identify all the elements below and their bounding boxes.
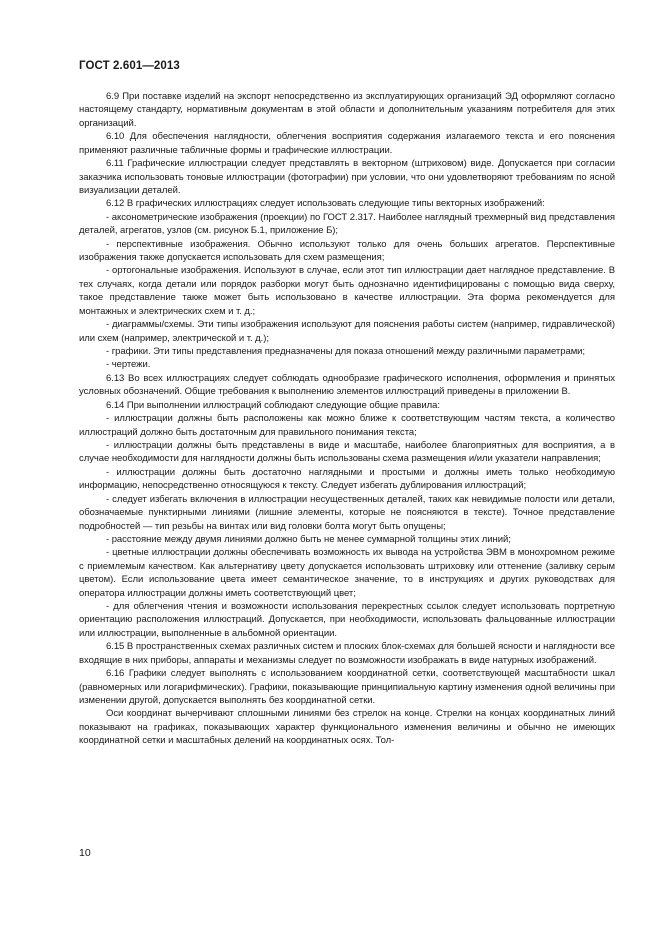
paragraph-6-9: 6.9 При поставке изделий на экспорт непосредственно из эксплуатирующих организаций ЭД оформляют согласно настоящему стандарту, нормативным документам в этой области и дополнительным указаниям потребителя для этих организаций. <box>79 91 615 129</box>
list-item: - цветные иллюстрации должны обеспечивать возможность их вывода на устройства ЭВМ в монохромном режиме с приемлемым качеством. Как альтернативу цвету допускается использовать штриховку или оттенение (заливку серым цветом). Если использование цвета имеет семантическое значение, то в инструкциях и других руководствах для оператора иллюстрации должны иметь соответствующий цвет; <box>79 547 615 599</box>
list-item: - аксонометрические изображения (проекции) по ГОСТ 2.317. Наиболее наглядный трехмерный вид представления деталей, агрегатов, узлов (см. рисунок Б.1, приложение Б); <box>79 211 615 237</box>
paragraph-6-15: 6.15 В пространственных схемах различных систем и плоских блок-схемах для большей ясности и наглядности все входящие в них приборы, аппараты и механизмы следует по возможности изображать в виде натурных изображений. <box>79 641 615 666</box>
list-item: - иллюстрации должны быть достаточно наглядными и простыми и должны иметь только необходимую информацию, непосредственно относящуюся к тексту. Следует избегать дублирования иллюстраций; <box>79 466 615 492</box>
list-item: - следует избегать включения в иллюстрации несущественных деталей, таких как невидимые полости или детали, обозначаемые пунктирными линиями (лишние элементы, которые не поясняются в тексте). Точное представление подробностей — тип резьбы на винтах или вид головки болта могут быть опущены; <box>79 493 615 532</box>
paragraph-6-12: 6.12 В графических иллюстрациях следует использовать следующие типы векторных изображений: <box>106 198 545 210</box>
paragraph-6-14: 6.14 При выполнении иллюстраций соблюдают следующие общие правила: <box>106 399 440 411</box>
list-item: - графики. Эти типы представления предназначены для показа отношений между различными параметрами; <box>106 346 586 358</box>
list-item: - для облегчения чтения и возможности использования перекрестных ссылок следует использовать портретную ориентацию расположения иллюстраций. Допускается, при необходимости, использовать фальцованные иллюстрации или иллюстрации, выполненные в альбомной ориентации. <box>79 601 615 639</box>
list-item: - диаграммы/схемы. Эти типы изображения используют для пояснения работы систем (например, гидравлической) или схем (например, электрической и т. д.); <box>79 319 615 344</box>
list-item: - чертежи. <box>106 359 151 371</box>
document-body <box>79 90 615 748</box>
list-item: - иллюстрации должны быть представлены в виде и масштабе, наиболее благоприятных для восприятия, а в случае необходимости для наглядности должны быть использованы схема размещения и/или указатели направления; <box>79 439 615 465</box>
paragraph-axes: Оси координат вычерчивают сплошными линиями без стрелок на конце. Стрелки на концах координатных линий показывают на графиках, показывающих характер функционального изменения величины и обычно не имеющих координатной сетки и масштабных делений на координатных осях. Тол- <box>79 708 615 747</box>
document-header: ГОСТ 2.601—2013 <box>79 60 180 72</box>
paragraph-6-13: 6.13 Во всех иллюстрациях следует соблюдать однообразие графического исполнения, оформления и принятых условных обозначений. Общие требования к выполнению элементов иллюстраций приведены в приложении В. <box>79 372 615 398</box>
list-item: - перспективные изображения. Обычно используют только для очень больших агрегатов. Перспективные изображения также допускается использовать для схем размещения; <box>79 238 615 264</box>
list-item: - иллюстрации должны быть расположены как можно ближе к соответствующим частям текста, а количество иллюстраций должно быть достаточным для правильного понимания текста; <box>79 413 615 438</box>
page-number: 10 <box>79 847 91 859</box>
paragraph-6-10: 6.10 Для обеспечения наглядности, облегчения восприятия содержания излагаемого текста и его пояснения применяют различные табличные формы и графические иллюстрации. <box>79 131 615 156</box>
paragraph-6-11: 6.11 Графические иллюстрации следует представлять в векторном (штриховом) виде. Допускается при согласии заказчика использовать тоновые иллюстрации (фотографии) при условии, что они удовлетворяют требованиям по ясной визуализации деталей. <box>79 158 615 196</box>
list-item: - расстояние между двумя линиями должно быть не менее суммарной толщины этих линий; <box>106 533 511 545</box>
paragraph-6-16: 6.16 Графики следует выполнять с использованием координатной сетки, соответствующей масштабности шкал (равномерных или логарифмических). Графики, показывающие принципиальную картину изменения одной величины при изменении другой, допускается выполнять без координатной сетки. <box>79 668 615 706</box>
list-item: - ортогональные изображения. Используют в случае, если этот тип иллюстрации дает наглядное представление. В тех случаях, когда детали или порядок разборки могут быть однозначно идентифицированы с помощью вида сверху, такое представление также может быть использовано в качестве иллюстрации. Эта форма рекомендуется для монтажных и электрических схем и т. д.; <box>79 265 615 317</box>
